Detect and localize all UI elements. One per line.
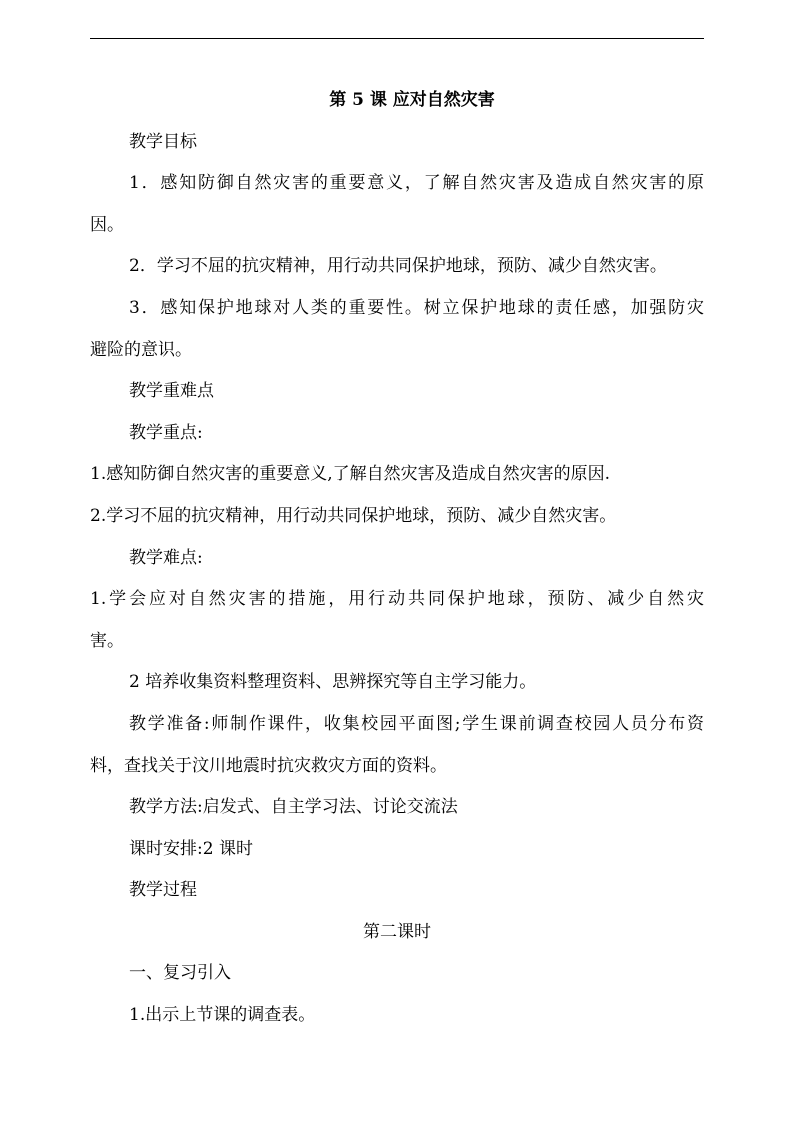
header-rule — [90, 38, 704, 39]
subheading-key-points: 教学重点: — [129, 422, 203, 443]
objective-1-continued: 因。 — [90, 214, 124, 235]
difficult-point-1: 1.学会应对自然灾害的措施，用行动共同保护地球，预防、减少自然灾 — [90, 589, 704, 610]
teaching-methods: 教学方法:启发式、自主学习法、讨论交流法 — [129, 797, 458, 818]
document-body — [90, 80, 704, 1037]
class-schedule: 课时安排:2 课时 — [129, 838, 253, 859]
section-heading-key-difficult-points: 教学重难点 — [129, 381, 214, 402]
difficult-point-2: 2 培养收集资料整理资料、思辨探究等自主学习能力。 — [129, 672, 537, 693]
difficult-point-1-continued: 害。 — [90, 630, 124, 651]
section-heading-process: 教学过程 — [129, 880, 197, 901]
objective-1: 1．感知防御自然灾害的重要意义，了解自然灾害及造成自然灾害的原 — [129, 173, 704, 194]
objective-3: 3．感知保护地球对人类的重要性。树立保护地球的责任感，加强防灾 — [129, 297, 704, 318]
teaching-preparation: 教学准备:师制作课件，收集校园平面图;学生课前调查校园人员分布资 — [129, 713, 704, 734]
step-1: 1.出示上节课的调查表。 — [129, 1005, 316, 1026]
period-heading: 第二课时 — [363, 921, 431, 942]
objective-2: 2．学习不屈的抗灾精神，用行动共同保护地球，预防、减少自然灾害。 — [129, 256, 667, 277]
objective-3-continued: 避险的意识。 — [90, 339, 192, 360]
lesson-title: 第 5 课 应对自然灾害 — [329, 90, 495, 110]
key-point-2: 2.学习不屈的抗灾精神，用行动共同保护地球，预防、减少自然灾害。 — [90, 505, 617, 526]
step-heading-review: 一、复习引入 — [129, 963, 231, 984]
key-point-1: 1.感知防御自然灾害的重要意义,了解自然灾害及造成自然灾害的原因. — [90, 464, 611, 485]
teaching-preparation-continued: 料，查找关于汶川地震时抗灾救灾方面的资料。 — [90, 755, 447, 776]
section-heading-objectives: 教学目标 — [129, 131, 197, 152]
subheading-difficult-points: 教学难点: — [129, 547, 203, 568]
